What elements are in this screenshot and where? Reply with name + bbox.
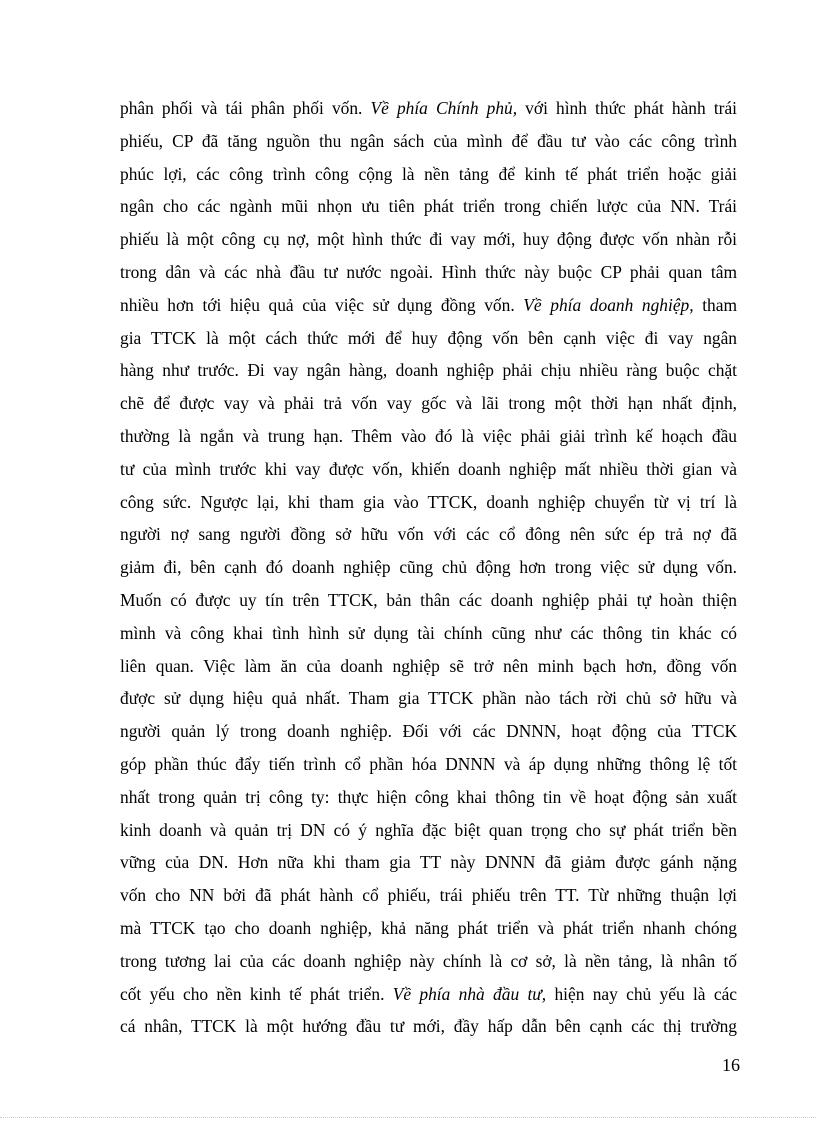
text-line — [120, 1010, 737, 1043]
text-segment: giảm đi, bên cạnh đó doanh nghiệp cũng chủ động hơn trong việc sử dụng vốn. — [120, 557, 737, 578]
text-line — [120, 322, 737, 355]
text-line — [120, 846, 737, 879]
page-bottom-divider — [0, 1117, 816, 1118]
text-segment: trong dân và các nhà đầu tư nước ngoài. Hình thức này buộc CP phải quan tâm — [120, 261, 737, 282]
text-segment: vững của DN. Hơn nữa khi tham gia TT này DNNN đã giảm được gánh nặng — [120, 852, 737, 873]
text-segment: cá nhân, TTCK là một hướng đầu tư mới, đầy hấp dẫn bên cạnh các thị trường — [120, 1016, 737, 1037]
text-line — [120, 650, 737, 683]
text-line — [120, 551, 737, 584]
text-line — [120, 945, 737, 978]
page-number: 16 — [722, 1055, 740, 1075]
text-line — [120, 420, 737, 453]
italic-heading-phrase: Về phía Chính phủ, — [370, 98, 518, 118]
text-line — [120, 715, 737, 748]
text-line — [120, 256, 737, 289]
text-line — [120, 125, 737, 158]
text-line — [120, 190, 737, 223]
text-line — [120, 814, 737, 847]
text-segment: phiếu là một công cụ nợ, một hình thức đi vay mới, huy động được vốn nhàn rỗi — [120, 229, 737, 250]
text-segment: người quản lý trong doanh nghiệp. Đối với các DNNN, hoạt động của TTCK — [120, 721, 737, 742]
text-line — [120, 92, 737, 125]
text-segment: được sử dụng hiệu quả nhất. Tham gia TTCK phần nào tách rời chủ sở hữu và — [120, 688, 737, 709]
text-line — [120, 584, 737, 617]
text-line — [120, 158, 737, 191]
text-segment: mình và công khai tình hình sử dụng tài chính cũng như các thông tin khác có — [120, 622, 737, 643]
text-line — [120, 223, 737, 256]
text-segment: phân phối và tái phân phối vốn. — [120, 98, 371, 118]
text-segment: với hình thức phát hành trái — [517, 98, 737, 118]
text-segment: nhiều hơn tới hiệu quả của việc sử dụng đồng vốn. — [120, 294, 524, 315]
text-line — [120, 978, 737, 1011]
text-line — [120, 879, 737, 912]
text-segment: phiếu, CP đã tăng nguồn thu ngân sách của mình để đầu tư vào các công trình — [120, 130, 737, 151]
text-segment: phúc lợi, các công trình công cộng là nền tảng để kinh tế phát triển hoặc giải — [120, 163, 737, 184]
text-segment: trong tương lai của các doanh nghiệp này chính là cơ sở, là nền tảng, là nhân tố — [120, 950, 737, 971]
text-segment: gia TTCK là một cách thức mới để huy động vốn bên cạnh việc đi vay ngân — [120, 327, 737, 348]
text-segment: kinh doanh và quản trị DN có ý nghĩa đặc biệt quan trọng cho sự phát triển bền — [120, 819, 737, 840]
italic-heading-phrase: Về phía nhà đầu tư, — [392, 983, 547, 1004]
text-segment: thường là ngắn và trung hạn. Thêm vào đó là việc phải giải trình kế hoạch đầu — [120, 425, 737, 446]
text-line — [120, 682, 737, 715]
text-line — [120, 912, 737, 945]
text-line — [120, 289, 737, 322]
text-segment: mà TTCK tạo cho doanh nghiệp, khả năng phát triển và phát triển nhanh chóng — [120, 917, 737, 938]
text-segment: cốt yếu cho nền kinh tế phát triển. — [120, 983, 393, 1004]
text-segment: công sức. Ngược lại, khi tham gia vào TTCK, doanh nghiệp chuyển từ vị trí là — [120, 491, 737, 512]
text-line — [120, 781, 737, 814]
text-segment: hàng như trước. Đi vay ngân hàng, doanh nghiệp phải chịu nhiều ràng buộc chặt — [120, 360, 737, 381]
body-paragraph — [120, 92, 737, 1043]
text-segment: góp phần thúc đẩy tiến trình cổ phần hóa DNNN và áp dụng những thông lệ tốt — [120, 753, 737, 774]
text-segment: tư của mình trước khi vay được vốn, khiến doanh nghiệp mất nhiều thời gian và — [120, 458, 737, 479]
text-line — [120, 354, 737, 387]
text-segment: liên quan. Việc làm ăn của doanh nghiệp sẽ trở nên minh bạch hơn, đồng vốn — [120, 655, 737, 676]
text-line — [120, 518, 737, 551]
text-segment: chẽ để được vay và phải trả vốn vay gốc và lãi trong một thời hạn nhất định, — [120, 393, 737, 414]
text-segment: nhất trong quản trị công ty: thực hiện công khai thông tin về hoạt động sản xuất — [120, 786, 737, 807]
text-line — [120, 387, 737, 420]
italic-heading-phrase: Về phía doanh nghiệp, — [523, 294, 694, 315]
text-line — [120, 748, 737, 781]
text-segment: vốn cho NN bởi đã phát hành cổ phiếu, trái phiếu trên TT. Từ những thuận lợi — [120, 885, 737, 906]
text-line — [120, 486, 737, 519]
text-segment: Muốn có được uy tín trên TTCK, bản thân các doanh nghiệp phải tự hoàn thiện — [120, 589, 737, 610]
text-segment: người nợ sang người đồng sở hữu vốn với các cổ đông nên sức ép trả nợ đã — [120, 524, 737, 545]
text-segment: tham — [693, 294, 737, 315]
text-line — [120, 453, 737, 486]
text-line — [120, 617, 737, 650]
text-segment: ngân cho các ngành mũi nhọn ưu tiên phát triển trong chiến lược của NN. Trái — [120, 196, 737, 217]
text-segment: hiện nay chủ yếu là các — [546, 983, 737, 1004]
